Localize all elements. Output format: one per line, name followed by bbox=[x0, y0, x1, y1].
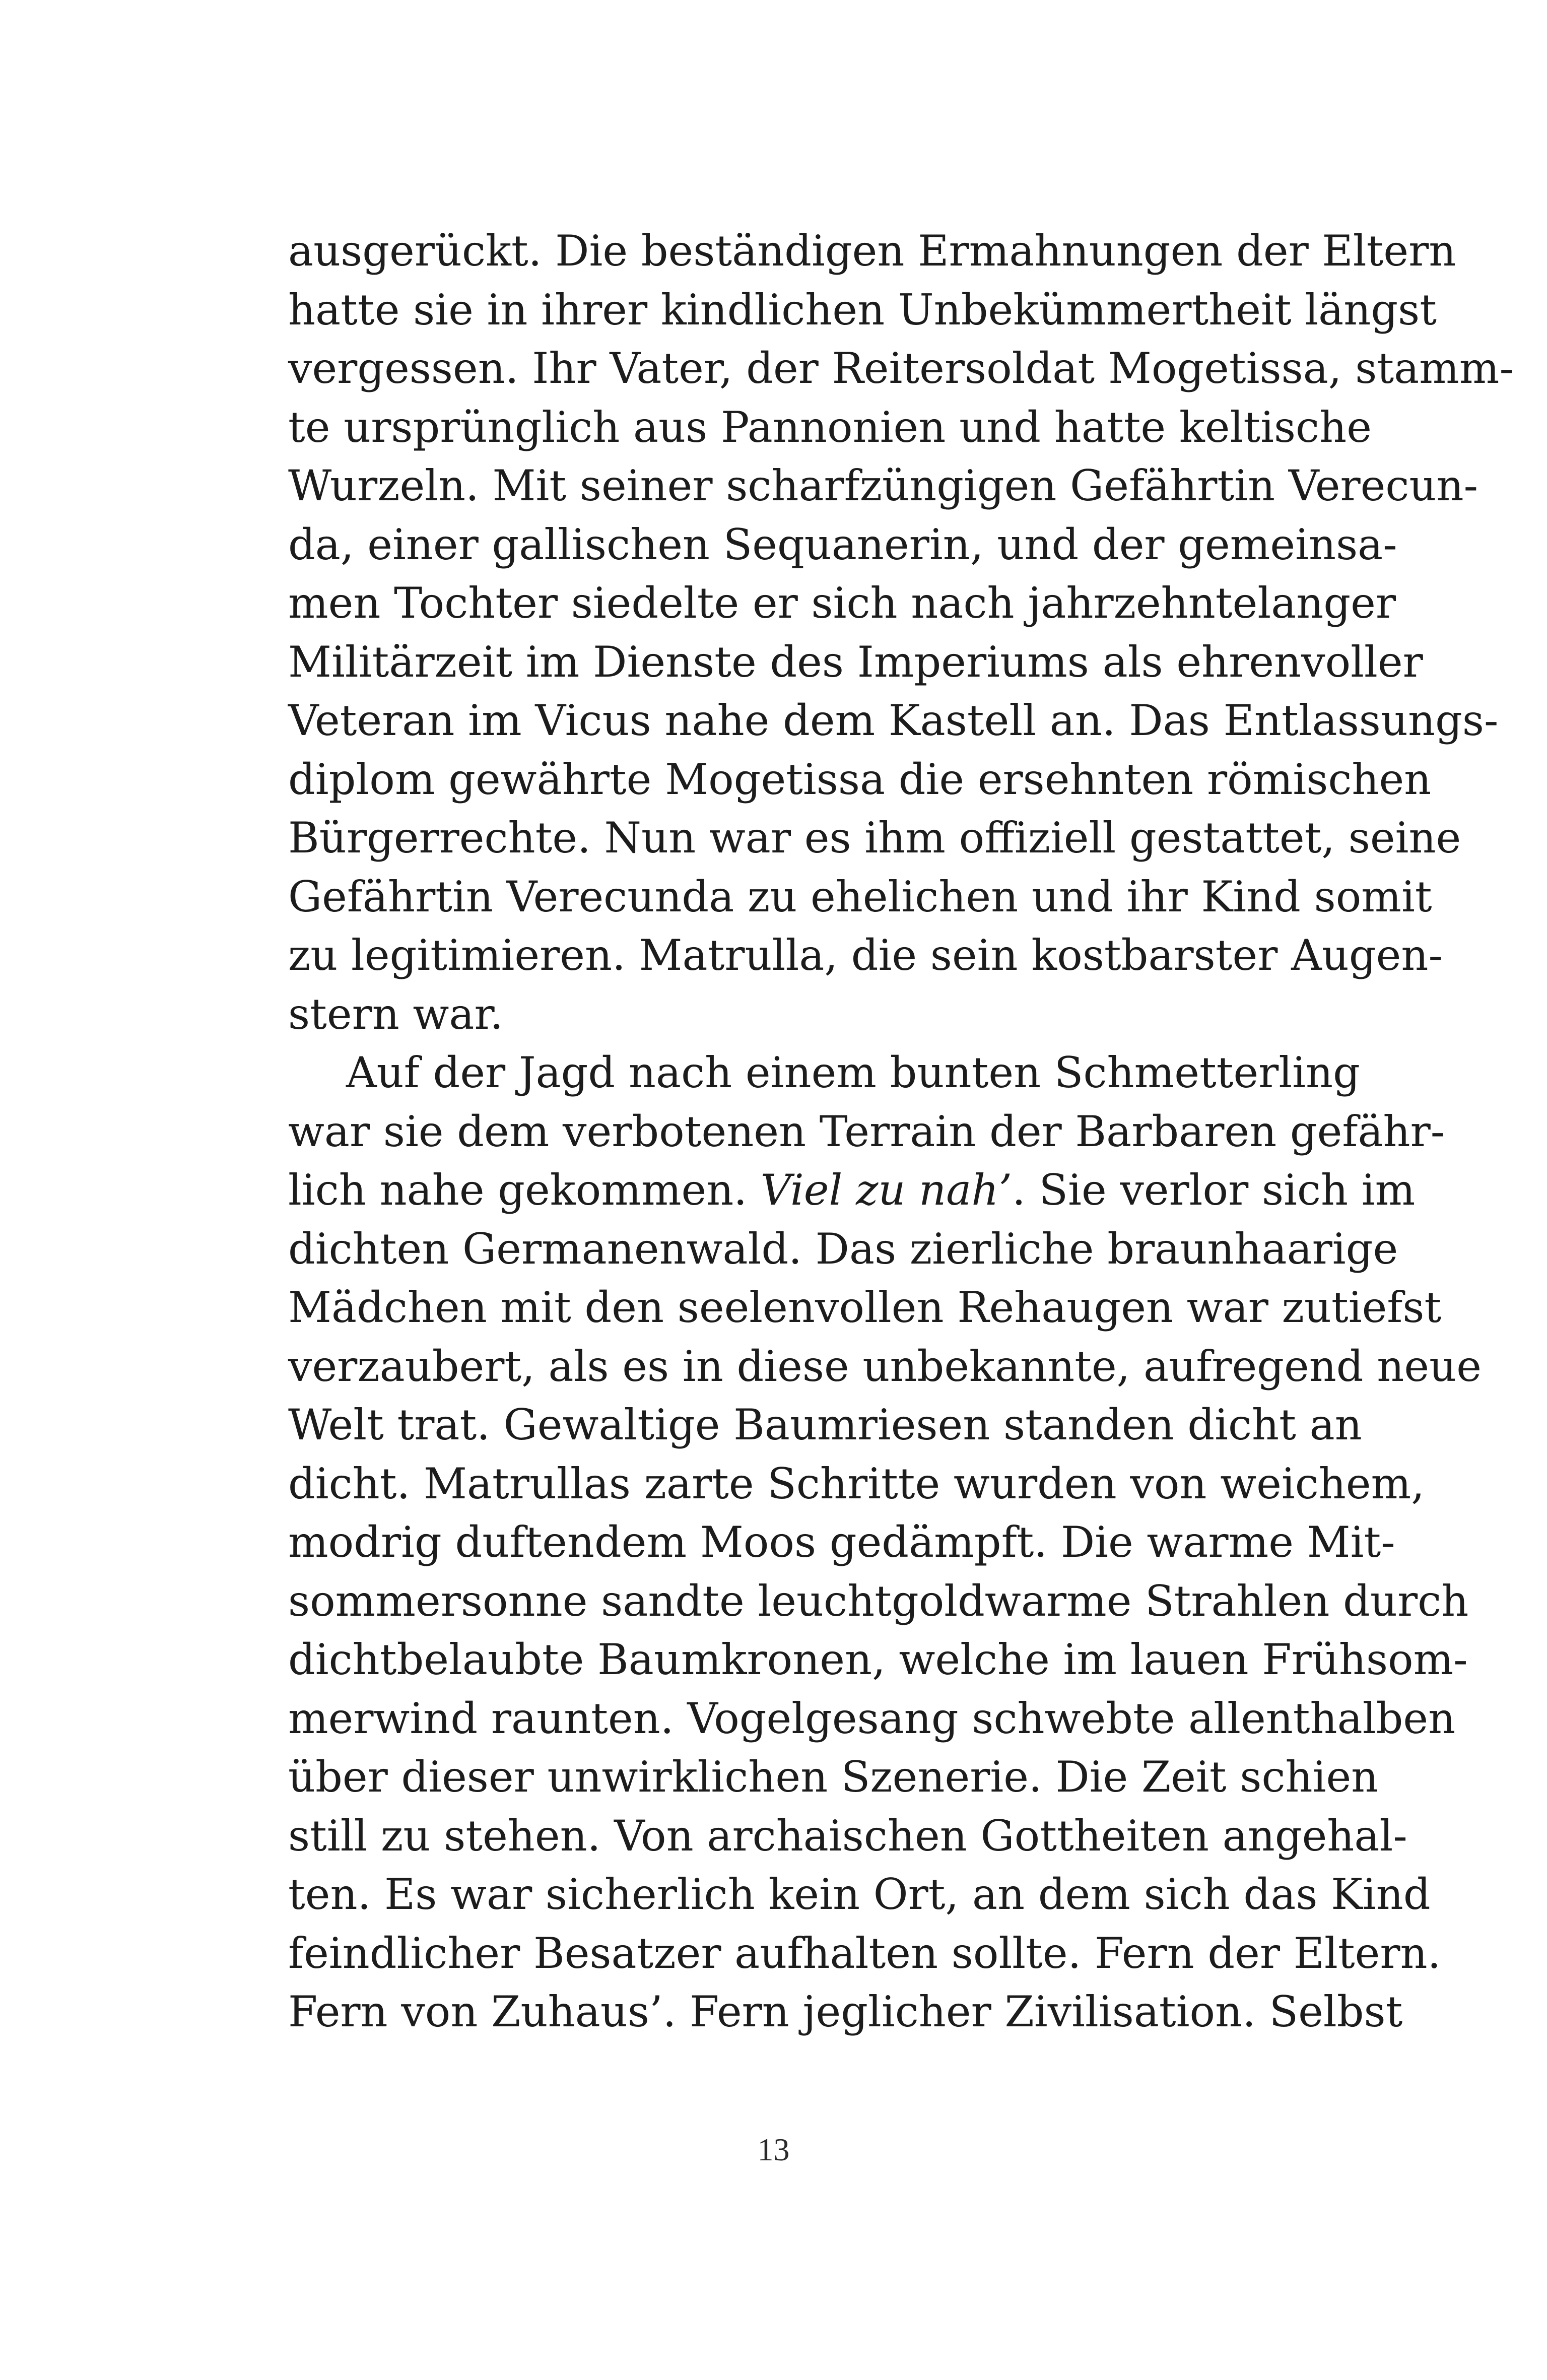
text-line: zu legitimieren. Matrulla, die sein kostbarster Augen- bbox=[288, 931, 1443, 980]
text-line: merwind raunten. Vogelgesang schwebte allenthalben bbox=[288, 1693, 1456, 1743]
text-line: Veteran im Vicus nahe dem Kastell an. Das Entlassungs- bbox=[288, 696, 1499, 745]
text-line: Welt trat. Gewaltige Baumriesen standen dicht an bbox=[288, 1400, 1362, 1449]
text-line: dichten Germanenwald. Das zierliche braunhaarige bbox=[288, 1224, 1398, 1274]
text-line: über dieser unwirklichen Szenerie. Die Zeit schien bbox=[288, 1752, 1379, 1802]
text-line: feindlicher Besatzer aufhalten sollte. Fern der Eltern. bbox=[288, 1928, 1441, 1978]
text-line: war sie dem verbotenen Terrain der Barbaren gefähr- bbox=[288, 1106, 1445, 1156]
text-line: Militärzeit im Dienste des Imperiums als ehrenvoller bbox=[288, 637, 1423, 687]
text-line: ten. Es war sicherlich kein Ort, an dem sich das Kind bbox=[288, 1870, 1431, 1919]
text-line: verzaubert, als es in diese unbekannte, aufregend neue bbox=[288, 1341, 1482, 1391]
text-line: vergessen. Ihr Vater, der Reitersoldat Mogetissa, stamm- bbox=[288, 344, 1514, 393]
text-line: dichtbelaubte Baumkronen, welche im lauen Frühsom- bbox=[288, 1635, 1468, 1684]
text-line: Bürgerrechte. Nun war es ihm offiziell gestattet, seine bbox=[288, 813, 1461, 863]
text-line bbox=[288, 1161, 1416, 1220]
text-line: Mädchen mit den seelenvollen Rehaugen war zutiefst bbox=[288, 1283, 1442, 1332]
text-line: ausgerückt. Die beständigen Ermahnungen der Eltern bbox=[288, 226, 1456, 276]
text-line: Fern von Zuhaus’. Fern jeglicher Zivilisation. Selbst bbox=[288, 1987, 1403, 2036]
text-line: hatte sie in ihrer kindlichen Unbekümmertheit längst bbox=[288, 285, 1437, 335]
text-line: sommersonne sandte leuchtgoldwarme Strahlen durch bbox=[288, 1576, 1469, 1626]
text-segment: lich nahe gekommen. bbox=[288, 1165, 748, 1215]
text-line: dicht. Matrullas zarte Schritte wurden von weichem, bbox=[288, 1459, 1425, 1508]
text-line: Gefährtin Verecunda zu ehelichen und ihr Kind somit bbox=[288, 872, 1432, 921]
text-line: te ursprünglich aus Pannonien und hatte keltische bbox=[288, 402, 1372, 452]
text-line: Wurzeln. Mit seiner scharfzüngigen Gefährtin Verecun- bbox=[288, 461, 1478, 510]
body-text bbox=[288, 222, 1514, 2041]
text-line: modrig duftendem Moos gedämpft. Die warme Mit- bbox=[288, 1517, 1395, 1567]
text-line: diplom gewährte Mogetissa die ersehnten römischen bbox=[288, 754, 1432, 804]
text-line: stern war. bbox=[288, 989, 504, 1039]
text-segment: . Sie verlor sich im bbox=[1012, 1165, 1416, 1215]
text-line: da, einer gallischen Sequanerin, und der gemeinsa- bbox=[288, 519, 1397, 569]
italic-phrase: Viel zu nah’ bbox=[760, 1165, 1013, 1215]
text-line: still zu stehen. Von archaischen Gottheiten angehal- bbox=[288, 1811, 1407, 1861]
text-line: Auf der Jagd nach einem bunten Schmetterling bbox=[346, 1048, 1360, 1097]
page-number: 13 bbox=[757, 2132, 790, 2167]
text-line: men Tochter siedelte er sich nach jahrzehntelanger bbox=[288, 578, 1396, 628]
